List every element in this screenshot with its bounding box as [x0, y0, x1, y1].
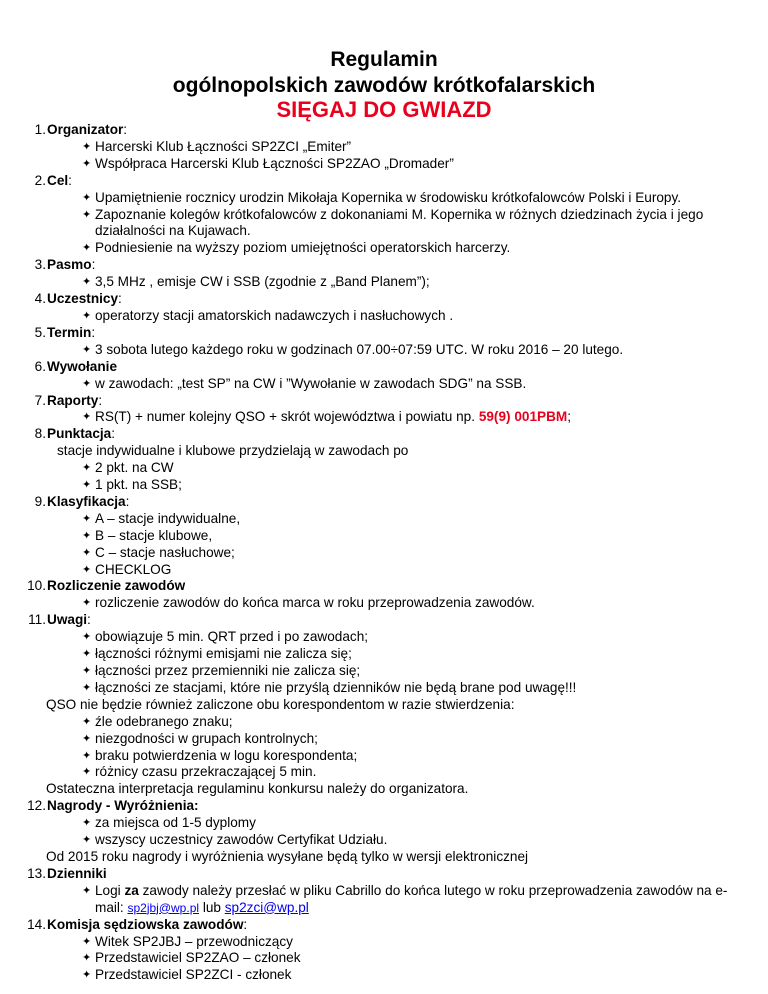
bullet-icon: ✦: [82, 343, 92, 356]
section-heading: Rozliczenie zawodów: [47, 578, 186, 594]
email-link-jbj[interactable]: sp2jbj@wp.pl: [127, 900, 200, 915]
bullet-icon: ✦: [82, 462, 92, 475]
section-organizer: 1. Organizator:: [34, 122, 128, 137]
list-item: ✦ łączności przez przemienniki nie zalicza się;: [82, 663, 361, 678]
bullet-icon: ✦: [82, 309, 92, 322]
list-item: ✦ A – stacje indywidualne,: [82, 510, 241, 526]
doc-title-line3: SIĘGAJ DO GWIAZD: [276, 97, 492, 122]
list-item: ✦ wszyscy uczestnicy zawodów Certyfikat Udziału.: [82, 832, 388, 848]
section-note: Od 2015 roku nagrody i wyróżnienia wysyłane będą tylko w wersji elektronicznej: [46, 848, 529, 864]
list-item: ✦ Podniesienie na wyższy poziom umiejętności operatorskich harcerzy.: [82, 240, 511, 256]
bullet-icon: ✦: [82, 732, 92, 745]
list-item: ✦ różnicy czasu przekraczającej 5 min.: [82, 764, 317, 780]
list-item: ✦ Przedstawiciel SP2ZAO – członek: [82, 950, 301, 966]
section-heading: Nagrody - Wyróżnienia:: [47, 798, 199, 814]
bullet-icon: ✦: [82, 665, 92, 677]
list-item: ✦ 1 pkt. na SSB;: [82, 477, 182, 493]
list-item: ✦ niezgodności w grupach kontrolnych;: [82, 730, 318, 746]
section-heading: Punktacja: [47, 426, 112, 442]
list-item: ✦ C – stacje nasłuchowe;: [82, 544, 235, 560]
section-classification: 9. Klasyfikacja:: [34, 493, 130, 509]
section-heading: Komisja sędziowska zawodów: [47, 916, 244, 932]
list-item: ✦ Witek SP2JBJ – przewodniczący: [82, 933, 293, 949]
section-heading: Klasyfikacja: [47, 493, 126, 509]
list-item: ✦ Upamiętnienie rocznicy urodzin Mikołaja Kopernika w środowisku krótkofalowców Polski i Europy.: [82, 189, 682, 205]
list-item: ✦ 2 pkt. na CW: [82, 460, 174, 476]
list-item: ✦ Współpraca Harcerski Klub Łączności SP2ZAO „Dromader”: [82, 155, 454, 171]
bullet-icon: ✦: [82, 191, 92, 204]
section-band: 3. Pasmo:: [34, 257, 96, 273]
bullet-icon: ✦: [82, 563, 92, 576]
list-item: ✦ Harcerski Klub Łączności SP2ZCI „Emiter”: [82, 138, 352, 154]
bullet-icon: ✦: [82, 884, 92, 897]
bullet-icon: ✦: [82, 157, 92, 170]
bullet-icon: ✦: [82, 377, 92, 390]
list-item: ✦ 3,5 MHz , emisje CW i SSB (zgodnie z „Band Planem”);: [82, 274, 430, 290]
section-heading: Uczestnicy: [47, 291, 119, 307]
section-heading: Uwagi: [47, 612, 88, 628]
bullet-icon: ✦: [82, 952, 92, 965]
bullet-icon: ✦: [82, 479, 92, 492]
section-heading: Organizator: [47, 122, 124, 137]
section-goal: 2. Cel:: [34, 172, 72, 188]
bullet-icon: ✦: [82, 140, 92, 153]
list-item: ✦ łączności ze stacjami, które nie przyślą dzienników nie będą brane pod uwagę!!!: [82, 679, 577, 695]
list-item: ✦ obowiązuje 5 min. QRT przed i po zawodach;: [82, 629, 369, 645]
section-note: Ostateczna interpretacja regulaminu konkursu należy do organizatora.: [46, 781, 469, 797]
list-item: ✦ Zapoznanie kolegów krótkofalowców z dokonaniami M. Kopernika w różnych dziedzinach życia i jego działalności na Kujawach.: [82, 206, 704, 239]
list-item: ✦ źle odebranego znaku;: [82, 713, 233, 729]
section-heading: Wywołanie: [47, 358, 117, 374]
section-date: 5. Termin:: [34, 324, 96, 340]
bullet-icon: ✦: [82, 749, 92, 762]
section-logs: 13. Dzienniki: [27, 865, 107, 881]
bullet-icon: ✦: [82, 276, 92, 289]
section-jury: 14. Komisja sędziowska zawodów:: [27, 916, 248, 932]
section-note: stacje indywidualne i klubowe przydzielają w zawodach po: [57, 443, 409, 459]
doc-title-line2: ogólnopolskich zawodów krótkofalarskich: [172, 74, 596, 97]
section-remarks: 11. Uwagi:: [28, 612, 91, 628]
email-link-zci[interactable]: sp2zci@wp.pl: [224, 899, 309, 915]
list-item: ✦ za miejsca od 1-5 dyplomy: [82, 815, 256, 831]
section-scoring: 8. Punktacja:: [34, 426, 115, 442]
section-heading: Termin: [47, 324, 92, 340]
section-reports: 7. Raporty:: [34, 392, 103, 408]
bullet-icon: ✦: [82, 242, 92, 255]
list-item: ✦ rozliczenie zawodów do końca marca w roku przeprowadzenia zawodów.: [82, 595, 535, 611]
bullet-icon: ✦: [82, 817, 92, 830]
list-item: ✦ w zawodach: „test SP” na CW i ”Wywołanie w zawodach SDG” na SSB.: [82, 375, 527, 391]
list-item: ✦ łączności różnymi emisjami nie zalicza się;: [82, 646, 352, 662]
report-example: 59(9) 001PBM: [478, 409, 568, 425]
section-note: QSO nie będzie również zaliczone obu korespondentom w razie stwierdzenia:: [46, 696, 515, 712]
bullet-icon: ✦: [82, 834, 92, 847]
bullet-icon: ✦: [82, 208, 92, 221]
bullet-icon: ✦: [82, 715, 92, 728]
section-heading: Pasmo: [47, 257, 92, 273]
section-awards: 12. Nagrody - Wyróżnienia:: [27, 798, 199, 814]
section-call: 6. Wywołanie: [34, 358, 117, 374]
bullet-icon: ✦: [82, 529, 92, 542]
bullet-icon: ✦: [82, 766, 92, 779]
bullet-icon: ✦: [82, 681, 92, 694]
list-item: ✦ B – stacje klubowe,: [82, 527, 213, 543]
list-item: ✦ CHECKLOG: [82, 561, 172, 577]
section-settlement: 10. Rozliczenie zawodów: [27, 578, 186, 594]
doc-title-line1: Regulamin: [330, 48, 438, 71]
bullet-icon: ✦: [82, 597, 92, 610]
list-item: ✦ RS(T) + numer kolejny QSO + skrót województwa i powiatu np. 59(9) 001PBM;: [82, 409, 571, 425]
bullet-icon: ✦: [82, 631, 92, 644]
list-item: ✦ braku potwierdzenia w logu korespondenta;: [82, 747, 358, 763]
bullet-icon: ✦: [82, 935, 92, 948]
list-item: ✦ Przedstawiciel SP2ZCI - członek: [82, 967, 292, 983]
rules-list: [22, 122, 752, 984]
list-item: ✦ Logi za zawody należy przesłać w pliku Cabrillo do końca lutego w roku przeprowadzenia zawodów na e-mail: sp2jbj@wp.pl lub sp2zci@wp.pl: [82, 882, 728, 915]
section-heading: Dzienniki: [47, 865, 107, 881]
bullet-icon: ✦: [82, 512, 92, 525]
section-heading: Raporty: [47, 392, 99, 408]
section-participants: 4. Uczestnicy:: [34, 291, 122, 307]
section-heading: Cel: [47, 172, 69, 188]
list-item: ✦ 3 sobota lutego każdego roku w godzinach 07.00÷07:59 UTC. W roku 2016 – 20 lutego.: [82, 341, 624, 357]
bullet-icon: ✦: [82, 546, 92, 559]
bullet-icon: ✦: [82, 969, 92, 982]
bullet-icon: ✦: [82, 648, 92, 661]
bullet-icon: ✦: [82, 411, 92, 424]
list-item: ✦ operatorzy stacji amatorskich nadawczych i nasłuchowych .: [82, 307, 454, 323]
